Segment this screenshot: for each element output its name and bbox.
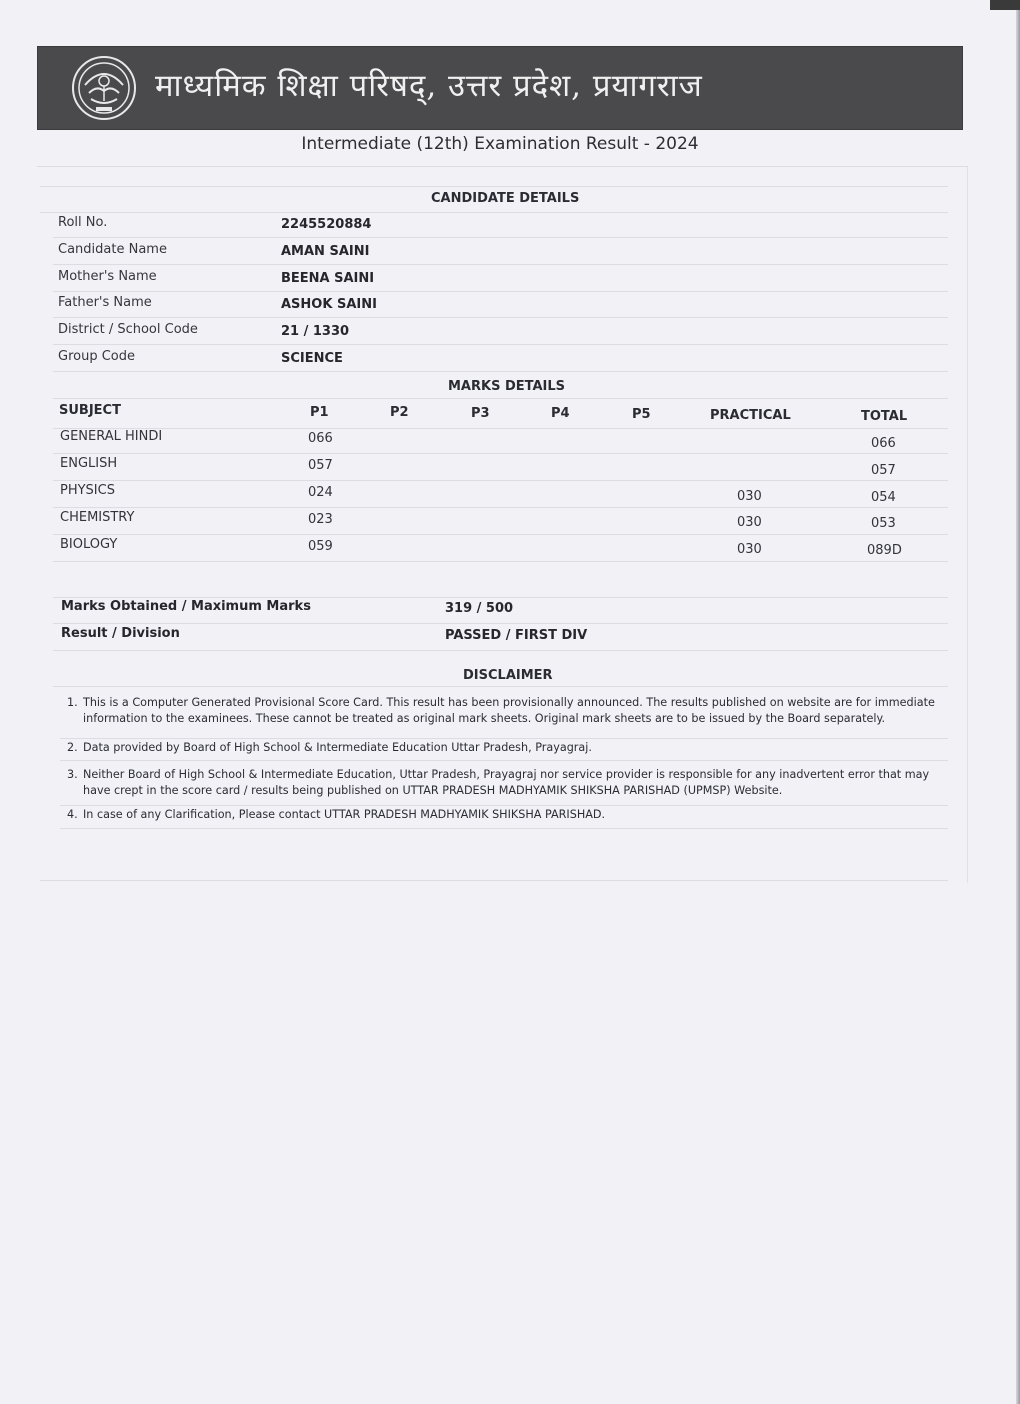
p1-cell: 024 [308, 485, 333, 500]
total-cell: 053 [871, 516, 896, 531]
divider [53, 344, 948, 345]
subject-cell: CHEMISTRY [60, 510, 135, 525]
disclaimer-line: Data provided by Board of High School & Intermediate Education Uttar Pradesh, Prayagraj. [83, 741, 592, 754]
divider [53, 453, 948, 454]
divider [40, 212, 948, 213]
total-cell: 089D [867, 543, 902, 558]
disclaimer-line: have crept in the score card / results being published on UTTAR PRADESH MADHYAMIK SHIKSHA PARISHAD (UPMSP) Website. [83, 784, 783, 797]
disclaimer-number: 2. [67, 741, 78, 754]
divider [40, 880, 948, 881]
marks-details-heading: MARKS DETAILS [448, 379, 566, 394]
practical-cell: 030 [737, 515, 762, 530]
divider [53, 264, 948, 265]
disclaimer-number: 3. [67, 768, 78, 781]
roll-no-label: Roll No. [58, 215, 108, 230]
col-p4: P4 [551, 406, 570, 421]
divider [60, 828, 948, 829]
col-subject: SUBJECT [59, 403, 121, 418]
disclaimer-line: In case of any Clarification, Please contact UTTAR PRADESH MADHYAMIK SHIKSHA PARISHAD. [83, 808, 606, 821]
divider [53, 650, 948, 651]
subject-cell: ENGLISH [60, 456, 118, 471]
divider [53, 428, 948, 429]
header-banner [37, 46, 963, 130]
col-p5: P5 [632, 407, 651, 422]
disclaimer-line: This is a Computer Generated Provisional Score Card. This result has been provisionally announced. The results published on website are for immediate [83, 696, 935, 709]
divider [40, 186, 948, 187]
p1-cell: 059 [308, 539, 333, 554]
mother-name-label: Mother's Name [58, 269, 157, 284]
result-division-value: PASSED / FIRST DIV [445, 628, 588, 643]
divider [53, 291, 948, 292]
divider [53, 398, 948, 399]
p1-cell: 066 [308, 431, 333, 446]
disclaimer-heading: DISCLAIMER [463, 668, 553, 683]
disclaimer-number: 4. [67, 808, 78, 821]
candidate-name-label: Candidate Name [58, 242, 167, 257]
group-code-label: Group Code [58, 349, 135, 364]
district-school-code-label: District / School Code [58, 322, 198, 337]
col-p3: P3 [471, 406, 490, 421]
divider [53, 686, 948, 687]
disclaimer-line: Neither Board of High School & Intermediate Education, Uttar Pradesh, Prayagraj nor service provider is responsible for any inadvertent error that may [83, 768, 930, 781]
father-name-value: ASHOK SAINI [281, 297, 377, 312]
result-title: Intermediate (12th) Examination Result - 2024 [301, 134, 699, 154]
total-cell: 066 [871, 436, 896, 451]
col-practical: PRACTICAL [710, 408, 791, 423]
group-code-value: SCIENCE [281, 351, 343, 366]
district-school-code-value: 21 / 1330 [281, 324, 350, 339]
marks-obtained-value: 319 / 500 [445, 601, 514, 616]
subject-cell: BIOLOGY [60, 537, 118, 552]
disclaimer-item [67, 767, 947, 801]
divider [53, 237, 948, 238]
divider [60, 738, 948, 739]
divider [53, 317, 948, 318]
divider [53, 597, 948, 598]
up-government-emblem-icon [71, 55, 137, 121]
subject-cell: GENERAL HINDI [60, 429, 163, 444]
divider [53, 623, 948, 624]
subject-cell: PHYSICS [60, 483, 115, 498]
mother-name-value: BEENA SAINI [281, 271, 375, 286]
p1-cell: 023 [308, 512, 333, 527]
father-name-label: Father's Name [58, 295, 152, 310]
practical-cell: 030 [737, 542, 762, 557]
total-cell: 057 [871, 463, 896, 478]
disclaimer-number: 1. [67, 696, 78, 709]
divider [53, 507, 948, 508]
col-total: TOTAL [861, 409, 908, 424]
candidate-name-value: AMAN SAINI [281, 244, 370, 259]
col-p1: P1 [310, 405, 329, 420]
divider [53, 480, 948, 481]
board-name-hindi: माध्यमिक शिक्षा परिषद्, उत्तर प्रदेश, प्रयागराज [155, 68, 703, 104]
marks-obtained-label: Marks Obtained / Maximum Marks [61, 599, 311, 614]
divider [60, 805, 948, 806]
divider [53, 561, 948, 562]
disclaimer-item [67, 807, 947, 825]
scan-corner-shadow [990, 0, 1020, 10]
scan-edge [1016, 0, 1020, 1404]
practical-cell: 030 [737, 489, 762, 504]
divider [53, 534, 948, 535]
total-cell: 054 [871, 490, 896, 505]
roll-no-value: 2245520884 [281, 217, 372, 232]
divider [60, 760, 948, 761]
disclaimer-item [67, 695, 947, 729]
divider [53, 371, 948, 372]
candidate-details-heading: CANDIDATE DETAILS [431, 191, 580, 206]
disclaimer-line: information to the examinees. These cannot be treated as original mark sheets. Original mark sheets are to be issued by the Board separately. [83, 712, 886, 725]
result-division-label: Result / Division [61, 626, 180, 641]
p1-cell: 057 [308, 458, 333, 473]
col-p2: P2 [390, 405, 409, 420]
disclaimer-item [67, 740, 947, 758]
